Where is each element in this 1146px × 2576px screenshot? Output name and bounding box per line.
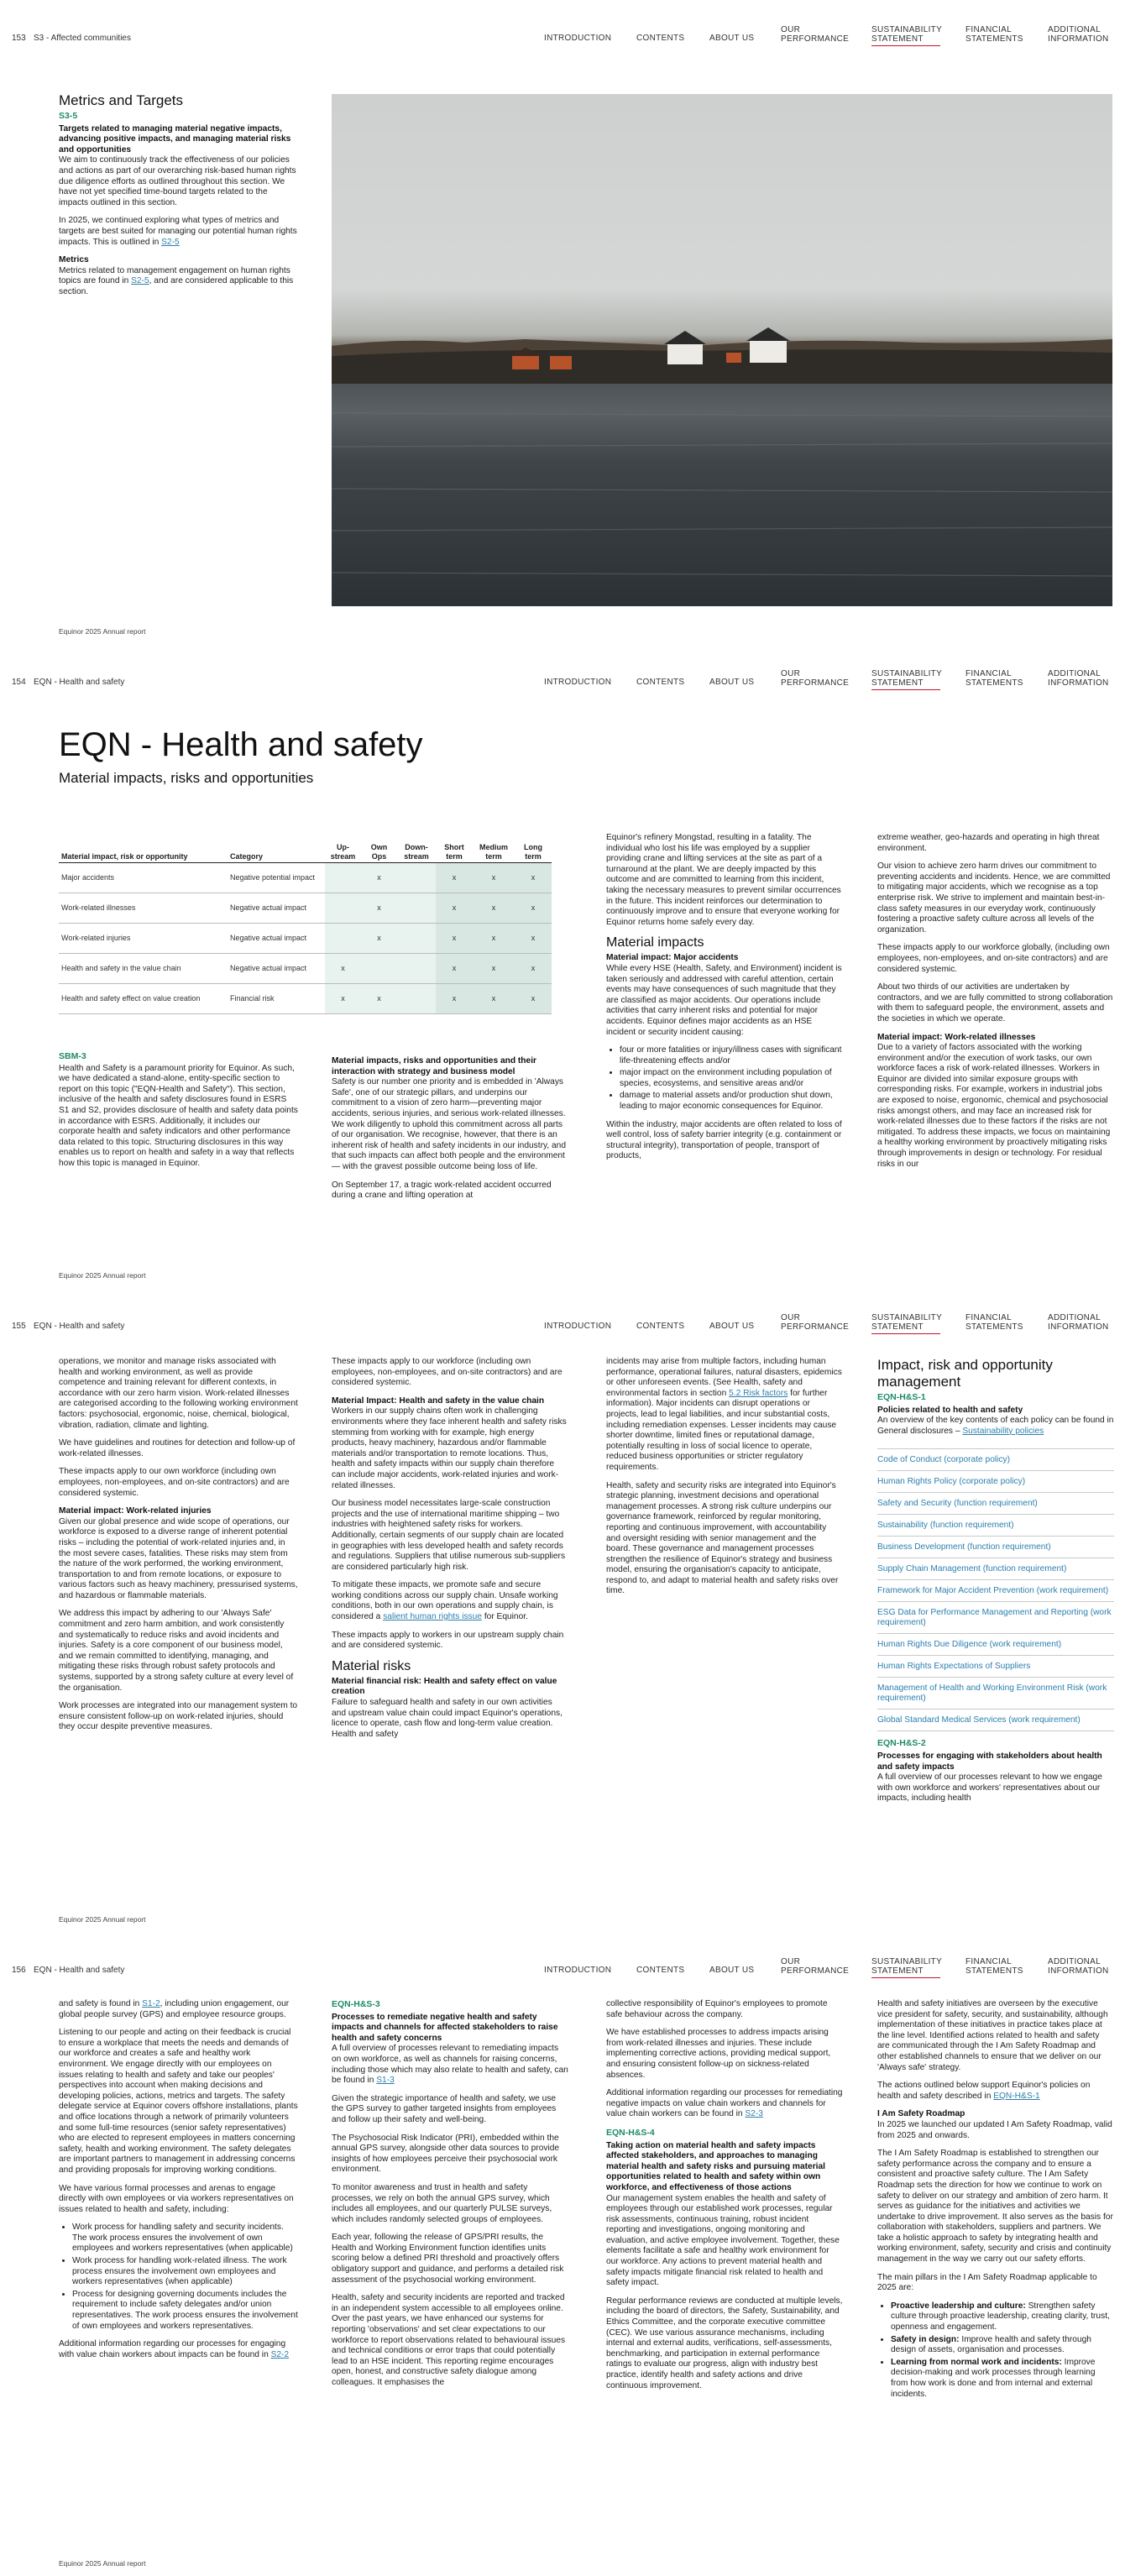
subheading: Processes for engaging with stakeholders about health and safety impacts (877, 1751, 1102, 1772)
paragraph: Equinor's refinery Mongstad, resulting in a fatality. The individual who lost his life was employed by a supplier providing crane and lifting services at the site as part of a turnaround at the plant. We are deeply impacted by this outcome and are committed to learning from this incident, taking the necessary measures to prevent similar occurrences in the future. This incident reinforces our determination to continuously improve and to ensure that everyone working for Equinor returns home safely every day. (606, 833, 841, 927)
policy-link[interactable]: Human Rights Policy (corporate policy) (877, 1471, 1114, 1493)
column-3 (606, 1357, 843, 1605)
nav-contents[interactable]: CONTENTS (636, 1322, 685, 1331)
table-header-row (59, 841, 552, 863)
table-header: Category (228, 841, 325, 863)
policy-link[interactable]: Management of Health and Working Environment Risk (work requirement) (877, 1678, 1114, 1709)
s2-5-link[interactable]: S2-5 (161, 237, 180, 247)
subheading: Targets related to managing material negative impacts, advancing positive impacts, and managing material risks and opportunities (59, 123, 291, 154)
list-item: • Learning from normal work and incidents: Improve decision-making and work processes through learning from how work is done and from internal and external incidents. (891, 2358, 1114, 2400)
policy-link[interactable]: Supply Chain Management (function requirement) (877, 1558, 1114, 1580)
s2-5-link[interactable]: S2-5 (131, 276, 149, 286)
paragraph: Due to a variety of factors associated with the working environment and/or the execution of work tasks, our own workforce faces a risk of work-related illnesses. Workers in Equinor are divided into similar exposure groups with corresponding risks. For example, workers in industrial jobs are exposed to noise, ergonomic, chemical and psychosocial risks amongst others, and may face an increased risk for work-related illnesses due to these factors if the risks are not mitigated. To address these impacts, we focus on maintaining a healthy working environment by proactively mitigating risks through improvements in design or technology. For residual risks in our (877, 1043, 1111, 1169)
paragraph: Each year, following the release of GPS/PRI results, the Health and Working Environment function identifies units scoring below a defined PRI threshold and proactively offers obligatory support and guidance, and performs a detailed risk assessment of the psychosocial working environment. (332, 2233, 564, 2285)
paragraph: A full overview of our processes relevant to how we engage with own workforce and workers' representatives about our impacts, including health (877, 1772, 1102, 1804)
table-cell: Negative potential impact (228, 863, 325, 893)
policy-link[interactable]: Business Development (function requirement) (877, 1537, 1114, 1558)
illnesses-column (877, 833, 1114, 1177)
table-cell (361, 954, 397, 984)
table-cell: x (515, 984, 552, 1014)
page-number: 154 (12, 678, 26, 687)
nav-our-performance[interactable]: OUR PERFORMANCE (781, 25, 850, 44)
disclosure-code: EQN-H&S-2 (877, 1738, 926, 1749)
table-cell: x (515, 954, 552, 984)
table-row (59, 893, 552, 924)
list-item: • major impact on the environment including population of species, ecosystems, and sensitive areas and/or (620, 1068, 843, 1089)
eqn-hs-1-link[interactable]: EQN-H&S-1 (993, 2091, 1040, 2101)
column-1 (59, 1357, 298, 1741)
table-cell: Health and safety effect on value creation (59, 984, 228, 1014)
nav-additional-information[interactable]: ADDITIONAL INFORMATION (1048, 1957, 1109, 1976)
list-item: • Work process for handling work-related illness. The work process ensures the involvement own employees and workers representatives (when applicable) (72, 2256, 298, 2288)
column-1 (59, 1999, 298, 2368)
bullet-list (620, 1045, 843, 1113)
section-label: S3 - Affected communities (34, 34, 131, 43)
paragraph: We address this impact by adhering to our 'Always Safe' commitment and zero harm ambition, and work consistently and systematically to reduce risks and avoid incidents and injuries. Safety is a core component of our business model, and we remain committed to identifying, managing, and mitigating these risks through robust safety protocols and systems, supported by a strong safety culture at every level of the organisation. (59, 1609, 294, 1693)
metrics-column (59, 92, 298, 306)
page-subtitle: Material impacts, risks and opportunities (59, 770, 314, 786)
table-row (59, 863, 552, 893)
nav-sustainability-statement[interactable]: SUSTAINABILITY STATEMENT (871, 25, 940, 46)
nav-sustainability-statement[interactable]: SUSTAINABILITY STATEMENT (871, 669, 940, 690)
subheading: Material impact: Work-related illnesses (877, 1032, 1036, 1042)
section-heading: Material risks (332, 1658, 411, 1673)
column-2 (332, 1999, 568, 2396)
table-cell: x (436, 893, 473, 924)
column-2 (332, 1357, 568, 1747)
nav-introduction[interactable]: INTRODUCTION (544, 678, 612, 687)
paragraph: These impacts apply to our workforce globally, (including own employees, non-employees, and on-site contractors) and are considered systemic. (877, 943, 1110, 974)
paragraph: Work processes are integrated into our management system to ensure consistent follow-up on work-related injuries, should they occur despite preventive measures. (59, 1701, 298, 1732)
page-header (0, 1288, 1146, 1338)
table-cell: x (325, 984, 361, 1014)
paragraph: These impacts apply to our own workforce (including own employees, non-employees, and on-site contractors) and are considered systemic. (59, 1467, 290, 1498)
paragraph: The actions outlined below support Equinor's policies on health and safety described in EQN-H&S-1 (877, 2081, 1091, 2101)
table-cell (325, 863, 361, 893)
table-header: Medium term (473, 841, 515, 863)
subheading: Taking action on material health and safety impacts affected stakeholders, and approaches to managing material health and safety risks and pursuing material opportunities related to health and safety within own workforce, and effectiveness of those actions (606, 2140, 825, 2192)
nav-contents[interactable]: CONTENTS (636, 34, 685, 43)
policy-link[interactable]: Safety and Security (function requirement) (877, 1493, 1114, 1515)
table-cell: x (515, 863, 552, 893)
disclosure-code: EQN-H&S-3 (332, 1999, 380, 2009)
table-header: Own Ops (361, 841, 397, 863)
subheading: Metrics (59, 255, 89, 265)
table-cell: Major accidents (59, 863, 228, 893)
table-cell: x (361, 924, 397, 954)
policy-link[interactable]: Human Rights Expectations of Suppliers (877, 1656, 1114, 1678)
list-item: • damage to material assets and/or production shut down, leading to major economic consequences for Equinor. (620, 1091, 843, 1112)
page-header (0, 1932, 1146, 1982)
table-cell (397, 954, 436, 984)
paragraph: and safety is found in S1-2, including union engagement, our global people survey (GPS) and employee resource groups. (59, 1999, 290, 2019)
table-header: Long term (515, 841, 552, 863)
nav-introduction[interactable]: INTRODUCTION (544, 1322, 612, 1331)
bullet-list (891, 2301, 1114, 2400)
table-header: Down-stream (397, 841, 436, 863)
page-header (0, 644, 1146, 694)
list-item: • Work process for handling safety and security incidents. The work process ensures the involvement of own employees and workers representatives (when applicable) (72, 2223, 298, 2254)
paragraph: These impacts apply to workers in our upstream supply chain and are considered systemic. (332, 1630, 564, 1651)
list-item: • Process for designing governing documents includes the requirement to include safety delegates and/or union representatives. The work process ensures the involvement of own employees and workers representatives. (72, 2290, 298, 2332)
nav-additional-information[interactable]: ADDITIONAL INFORMATION (1048, 25, 1109, 44)
section-label: EQN - Health and safety (34, 1322, 125, 1331)
page-153 (0, 0, 1146, 644)
table-cell: x (515, 924, 552, 954)
policy-link[interactable]: Framework for Major Accident Prevention (work requirement) (877, 1580, 1114, 1602)
nav-our-performance[interactable]: OUR PERFORMANCE (781, 1313, 850, 1332)
page-155 (0, 1288, 1146, 1932)
table-cell: Negative actual impact (228, 924, 325, 954)
section-label: EQN - Health and safety (34, 678, 125, 687)
page-number: 155 (12, 1322, 26, 1331)
section-label: EQN - Health and safety (34, 1966, 125, 1975)
paragraph: Our vision to achieve zero harm drives our commitment to preventing accidents and incidents. Hence, we are committed to mitigating major accidents, which we recognise as a top enterprise risk. We strive to implement and maintain best-in-class safety measures in our everyday work, continuously fostering a proactive safety culture across all levels of the organization. (877, 861, 1111, 935)
nav-financial-statements[interactable]: FINANCIAL STATEMENTS (965, 1313, 1023, 1332)
table-cell: Negative actual impact (228, 893, 325, 924)
paragraph: In 2025 we launched our updated I Am Safety Roadmap, valid from 2025 and onwards. (877, 2119, 1112, 2140)
subheading: I Am Safety Roadmap (877, 2109, 965, 2119)
paragraph: Within the industry, major accidents are often related to loss of well control, loss of safety barrier integrity (e.g. containment or structural integrity), transportation of people, transport of products, (606, 1119, 842, 1161)
paragraph: Health and safety initiatives are overseen by the executive vice president for safety, security, and sustainability, although implementation of these initiatives in practice takes place at the line level. Identified actions related to health and safety are communicated through the I Am Safety Roadmap and other established channels to ensure that we deliver on our 'Always safe' strategy. (877, 1999, 1108, 2072)
paragraph: The Psychosocial Risk Indicator (PRI), embedded within the annual GPS survey, alongside other data sources to provide insights of how employees perceive their psychosocial work environment. (332, 2133, 560, 2175)
paragraph: Given our global presence and wide scope of operations, our workforce is exposed to a diverse range of inherent potential risks – including the potential of work-related injuries and, in the most severe cases, fatalities. These risks may stem from the nature of the work performed, the working environment, transportation to and from remote locations, or exposure to various factors such as heavy machinery, pressurised systems, and hazardous or flammable materials. (59, 1516, 298, 1600)
nav-sustainability-statement[interactable]: SUSTAINABILITY STATEMENT (871, 1313, 940, 1334)
paragraph: To mitigate these impacts, we promote safe and secure working conditions across our supply chain. Unsafe working conditions, both in our own operations and supply chain, is considered a salient human rights issue for Equinor. (332, 1580, 558, 1622)
section-heading: Metrics and Targets (59, 92, 184, 108)
table-cell: x (361, 893, 397, 924)
nav-financial-statements[interactable]: FINANCIAL STATEMENTS (965, 669, 1023, 688)
table-cell: Health and safety in the value chain (59, 954, 228, 984)
nav-contents[interactable]: CONTENTS (636, 1966, 685, 1975)
paragraph: Metrics related to management engagement on human rights topics are found in S2-5, and are considered applicable to this section. (59, 265, 294, 296)
paragraph: An overview of the key contents of each policy can be found in General disclosures – Sustainability policies (877, 1416, 1114, 1436)
nav-additional-information[interactable]: ADDITIONAL INFORMATION (1048, 669, 1109, 688)
s1-3-link[interactable]: S1-3 (376, 2076, 395, 2086)
paragraph: The I Am Safety Roadmap is established to strengthen our safety performance across the company and to ensure a consistent and proactive safety culture. The I Am Safety Roadmap sets the direction for how we continue to work on safety to deliver on our strategy and ambition of zero harm. It serves as guidance for the initiatives and activities we undertake to drive improvement. It also serves as the basis for collaboration with stakeholders, suppliers and partners. We take a holistic approach to safety by integrating health and working environment, safety, security and crisis and continuity management in the way we carry out our safety efforts. (877, 2149, 1113, 2264)
table-cell: x (473, 984, 515, 1014)
subheading: Policies related to health and safety (877, 1405, 1023, 1415)
risk-factors-link[interactable]: 5.2 Risk factors (729, 1388, 788, 1398)
paragraph: We have established processes to address impacts arising from work-related illnesses and injuries. These include implementing corrective actions, providing medical support, and ensuring consistent follow-up on sickness-related absences. (606, 2028, 831, 2080)
paragraph: Workers in our supply chains often work in challenging environments where they face inherent health and safety risks stemming from working with for example, high energy products, heavy machinery, hazardous and/or flammable materials and/or transportation to remote locations. Thus, health and safety impacts within our supply chain therefore can include major accidents, work-related injuries and work-related illnesses. (332, 1406, 567, 1490)
table-header: Material impact, risk or opportunity (59, 841, 228, 863)
paragraph: Safety is our number one priority and is embedded in 'Always Safe', one of our strategic pillars, and underpins our commitment to a vision of zero harm—preventing major accidents, serious injuries, and serious work-related illnesses. We work diligently to uphold this commitment across all parts of our organisation. We recognise, however, that there is an inherent risk of health and safety incidents in our industry, and that such impacts can affect both people and the environment — with the gravest possible outcome being loss of life. (332, 1077, 566, 1171)
paragraph: collective responsibility of Equinor's employees to promote safe behaviour across the company. (606, 1999, 828, 2019)
coastal-houses-photo (332, 94, 1112, 606)
table-cell: x (361, 863, 397, 893)
policy-list (877, 1448, 1114, 1731)
table-cell: x (436, 863, 473, 893)
s2-2-link[interactable]: S2-2 (270, 2349, 290, 2359)
paragraph: We have guidelines and routines for detection and follow-up of work-related illnesses. (59, 1438, 296, 1458)
paragraph: Additional information regarding our processes for remediating negative impacts on value chain workers and channels for value chain workers can be found in S2-3 (606, 2088, 843, 2119)
paragraph: On September 17, a tragic work-related accident occurred during a crane and lifting operation at (332, 1180, 552, 1201)
nav-contents[interactable]: CONTENTS (636, 678, 685, 687)
table-cell: x (473, 924, 515, 954)
nav-about-us[interactable]: ABOUT US (709, 34, 755, 43)
subheading: Material impacts, risks and opportunities and their interaction with strategy and business model (332, 1056, 536, 1076)
nav-financial-statements[interactable]: FINANCIAL STATEMENTS (965, 25, 1023, 44)
nav-introduction[interactable]: INTRODUCTION (544, 34, 612, 43)
list-item: • four or more fatalities or injury/illness cases with significant life-threatening effects and/or (620, 1045, 843, 1066)
sustainability-policies-link[interactable]: Sustainability policies (962, 1426, 1044, 1436)
nav-financial-statements[interactable]: FINANCIAL STATEMENTS (965, 1957, 1023, 1976)
page-title: EQN - Health and safety (59, 726, 423, 763)
subheading: Material financial risk: Health and safety effect on value creation (332, 1676, 557, 1697)
table-cell: x (325, 954, 361, 984)
subheading: Material Impact: Health and safety in the value chain (332, 1395, 545, 1406)
table-cell: x (473, 863, 515, 893)
table-cell: x (473, 954, 515, 984)
impacts-column (332, 1054, 568, 1209)
page-footer: Equinor 2025 Annual report (59, 627, 146, 636)
table-cell (397, 924, 436, 954)
table-cell: x (473, 893, 515, 924)
subheading: Material impact: Work-related injuries (59, 1506, 212, 1516)
subheading: Material impact: Major accidents (606, 953, 739, 963)
table-cell (397, 984, 436, 1014)
column-4 (877, 1999, 1114, 2407)
table-cell: x (515, 893, 552, 924)
paragraph: Our business model necessitates large-scale construction projects and the use of international maritime shipping – two industries with heightened safety risks for workers. Additionally, certain segments of our supply chain are located in geographies with less developed health and safety records and regulations. Suppliers that utilise numerous sub-suppliers are considered particularly high risk. (332, 1499, 566, 1572)
paragraph: incidents may arise from multiple factors, including human performance, operational failures, natural disasters, epidemics or other unforeseen events. (See Health, safety and environmental factors in section 5.2 Risk factors for further information). Major incidents can disrupt operations or projects, lead to legal liabilities, and incur substantial costs, including remediation expenses. Lesser incidents may cause shorter downtime, limited fines or reputational damage, potentially resulting in loss of social licence to operate, reduced business opportunities or stricter regulatory requirements. (606, 1357, 842, 1472)
paragraph: Health, safety and security incidents are reported and tracked in an independent system accessible to all employees online. Over the past years, we have enhanced our systems for reporting 'observations' and set clear expectations to our workforce to report observations related to behavioural issues and technical conditions or error traps that could potentially lead to an HSE incident. This reporting regime encourages open, honest, and constructive safety dialogue among colleagues. It emphasises the (332, 2293, 566, 2387)
table-cell: Negative actual impact (228, 954, 325, 984)
paragraph: operations, we monitor and manage risks associated with health and working environment, as well as provide competence and training relevant for different contexts, in accordance with our zero harm vision. Work-related illnesses are categorised according to the following working environment factors: psychosocial, ergonomic, noise, chemical, biological, vibration, radiation, climate and lighting. (59, 1357, 298, 1430)
sbm-column (59, 1051, 298, 1177)
table-header: Short term (436, 841, 473, 863)
table-cell: x (436, 984, 473, 1014)
nav-introduction[interactable]: INTRODUCTION (544, 1966, 612, 1975)
photo-illustration (332, 94, 1112, 606)
column-3 (606, 1999, 843, 2399)
policy-link[interactable]: ESG Data for Performance Management and Reporting (work requirement) (877, 1602, 1114, 1634)
page-footer: Equinor 2025 Annual report (59, 1915, 146, 1924)
nav-our-performance[interactable]: OUR PERFORMANCE (781, 669, 850, 688)
paragraph: We aim to continuously track the effectiveness of our policies and actions as part of our overarching risk-based human rights due diligence efforts as outlined throughout this section. We have not yet specified time-bound targets related to the impacts outlined in this section. (59, 155, 296, 207)
column-4 (877, 1357, 1114, 1812)
paragraph: To monitor awareness and trust in health and safety processes, we rely on both the annual GPS survey, which includes all employees, and our quarterly PULSE surveys, which includes randomly selected groups of employees. (332, 2182, 552, 2224)
page-footer: Equinor 2025 Annual report (59, 2559, 146, 2568)
materiality-table (59, 841, 552, 1014)
policy-link[interactable]: Global Standard Medical Services (work requirement) (877, 1709, 1114, 1731)
table-row (59, 984, 552, 1014)
s2-3-link[interactable]: S2-3 (745, 2109, 763, 2119)
paragraph: Listening to our people and acting on their feedback is crucial to ensure a workplace that meets the needs and demands of our workforce and creates a safe and healthy work environment. We engage directly with our employees on issues relating to health and safety and take our peoples' perspectives into account when making decisions and developing policies, actions, metrics and targets. The safety delegate service at Equinor covers offshore installations, plants and office locations through a network of primarily volunteers and some full-time resources (senior safety representatives) who are elected to represent employees in matters concerning safety, health and working environment. The safety delegates are important partners to management in addressing concerns and providing proposals for improving working conditions. (59, 2028, 298, 2175)
table-cell (325, 924, 361, 954)
disclosure-code: SBM-3 (59, 1051, 86, 1061)
paragraph: While every HSE (Health, Safety, and Environment) incident is taken seriously and addressed with careful attention, certain events may have consequences of such magnitude that they are classified as major accidents. Our operations include activities that carry inherent risks and potential for major accidents. Equinor defines major accidents as an HSE incident or security incident causing: (606, 963, 842, 1037)
table-cell: Work-related injuries (59, 924, 228, 954)
paragraph: Our management system enables the health and safety of employees through our established work processes, regular risk assessments, continuous training, robust incident reporting and investigations, ongoing monitoring and evaluation, and active employee involvement. Together, these elements facilitate a safe and healthy work environment for our workforce. Any actions to prevent material health and safety impacts mitigate financial risk related to health and safety impact. (606, 2193, 840, 2288)
section-heading: Material impacts (606, 935, 704, 950)
policy-link[interactable]: Sustainability (function requirement) (877, 1515, 1114, 1537)
nav-sustainability-statement[interactable]: SUSTAINABILITY STATEMENT (871, 1957, 940, 1978)
nav-our-performance[interactable]: OUR PERFORMANCE (781, 1957, 850, 1976)
paragraph: These impacts apply to our workforce (including own employees, non-employees, and on-site contractors) and are considered systemic. (332, 1357, 563, 1388)
nav-about-us[interactable]: ABOUT US (709, 1966, 755, 1975)
salient-issue-link[interactable]: salient human rights issue (383, 1612, 482, 1622)
paragraph: The main pillars in the I Am Safety Roadmap applicable to 2025 are: (877, 2272, 1097, 2293)
paragraph: In 2025, we continued exploring what types of metrics and targets are best suited for managing our potential human rights impacts. This is outlined in S2-5 (59, 216, 297, 247)
table-row (59, 954, 552, 984)
table-cell (325, 893, 361, 924)
list-item: • Proactive leadership and culture: Strengthen safety culture through proactive leadership, creating clarity, trust, openness and engagement. (891, 2301, 1114, 2333)
table-cell (397, 893, 436, 924)
table-cell: x (436, 924, 473, 954)
table-cell: Work-related illnesses (59, 893, 228, 924)
paragraph: Given the strategic importance of health and safety, we use the GPS survey to gather targeted insights from employees and follow up their safety and well-being. (332, 2093, 557, 2124)
paragraph: Health and Safety is a paramount priority for Equinor. As such, we have dedicated a stand-alone, entity-specific section to report on this topic ("EQN-Health and Safety"). This section, inclusive of the health and safety disclosures found in ESRS S1 and S2, provides disclosure of health and safety data points in accordance with ESRS. Additionally, it includes our corporate health and safety indicators and other performance data related to this topic. Structuring disclosures in this way enables us to report on health and safety in a way that reflects how this topic is managed in Equinor. (59, 1063, 298, 1168)
disclosure-code: S3-5 (59, 111, 78, 121)
section-heading: Impact, risk and opportunity management (877, 1357, 1053, 1390)
page-footer: Equinor 2025 Annual report (59, 1271, 146, 1280)
page-156 (0, 1932, 1146, 2576)
s1-2-link[interactable]: S1-2 (142, 1999, 160, 2008)
paragraph: A full overview of processes relevant to remediating impacts on own workforce, as well as channels for raising concerns, including those which may also relate to health and safety, can be found in S1-3 (332, 2044, 568, 2086)
list-item: • Safety in design: Improve health and safety through design of assets, organisation and processes. (891, 2335, 1114, 2356)
bullet-list (72, 2223, 298, 2332)
paragraph: About two thirds of our activities are undertaken by contractors, and we are fully committed to strong collaboration with them to safeguard people, the environment, assets and the societies in which we operate. (877, 982, 1113, 1024)
nav-about-us[interactable]: ABOUT US (709, 678, 755, 687)
table-cell: Financial risk (228, 984, 325, 1014)
policy-link[interactable]: Human Rights Due Diligence (work requirement) (877, 1634, 1114, 1656)
nav-about-us[interactable]: ABOUT US (709, 1322, 755, 1331)
paragraph: We have various formal processes and arenas to engage directly with own employees or via workers representatives on issues related to health and safety, including: (59, 2183, 294, 2214)
nav-additional-information[interactable]: ADDITIONAL INFORMATION (1048, 1313, 1109, 1332)
disclosure-code: EQN-H&S-1 (877, 1392, 926, 1402)
page-header (0, 0, 1146, 50)
subheading: Processes to remediate negative health and safety impacts and channels for affected stakeholders to raise health and safety concerns (332, 2012, 558, 2043)
table-cell: x (361, 984, 397, 1014)
disclosure-code: EQN-H&S-4 (606, 2127, 655, 2138)
page-number: 153 (12, 34, 26, 43)
paragraph: Health, safety and security risks are integrated into Equinor's strategic planning, investment decisions and operational management processes. A strong risk culture underpins our governance framework, reinforced by regular monitoring, reporting and continuous improvement, with accountability and oversight residing with senior management and the board. These governance and management processes strengthen the resilience of Equinor's strategy and business model, ensuring the organisation's capacity to anticipate, respond to, and adapt to material health and safety risks over time. (606, 1480, 839, 1596)
page-number: 156 (12, 1966, 26, 1975)
paragraph: Additional information regarding our processes for engaging with value chain workers about impacts can be found in S2-2 (59, 2339, 290, 2359)
table-cell (397, 863, 436, 893)
policy-link[interactable]: Code of Conduct (corporate policy) (877, 1449, 1114, 1471)
table-cell: x (436, 954, 473, 984)
paragraph: extreme weather, geo-hazards and operating in high threat environment. (877, 833, 1100, 853)
paragraph: Failure to safeguard health and safety in our own activities and upstream value chain could impact Equinor's operations, licence to operate, cash flow and long-term value creation. Health and safety (332, 1698, 563, 1739)
table-header: Up-stream (325, 841, 361, 863)
paragraph: Regular performance reviews are conducted at multiple levels, including the board of directors, the Safety, Sustainability, and Ethics Committee, and the corporate executive committee (CEC). We use various assurance mechanisms, including internal and external audits, verifications, self-assessments, benchmarking, and participation in external performance ratings to evaluate our progress, align with industry best practice, identify health and safety actions and drive continuous improvement. (606, 2296, 843, 2390)
table-row (59, 924, 552, 954)
major-accidents-column (606, 833, 843, 1170)
